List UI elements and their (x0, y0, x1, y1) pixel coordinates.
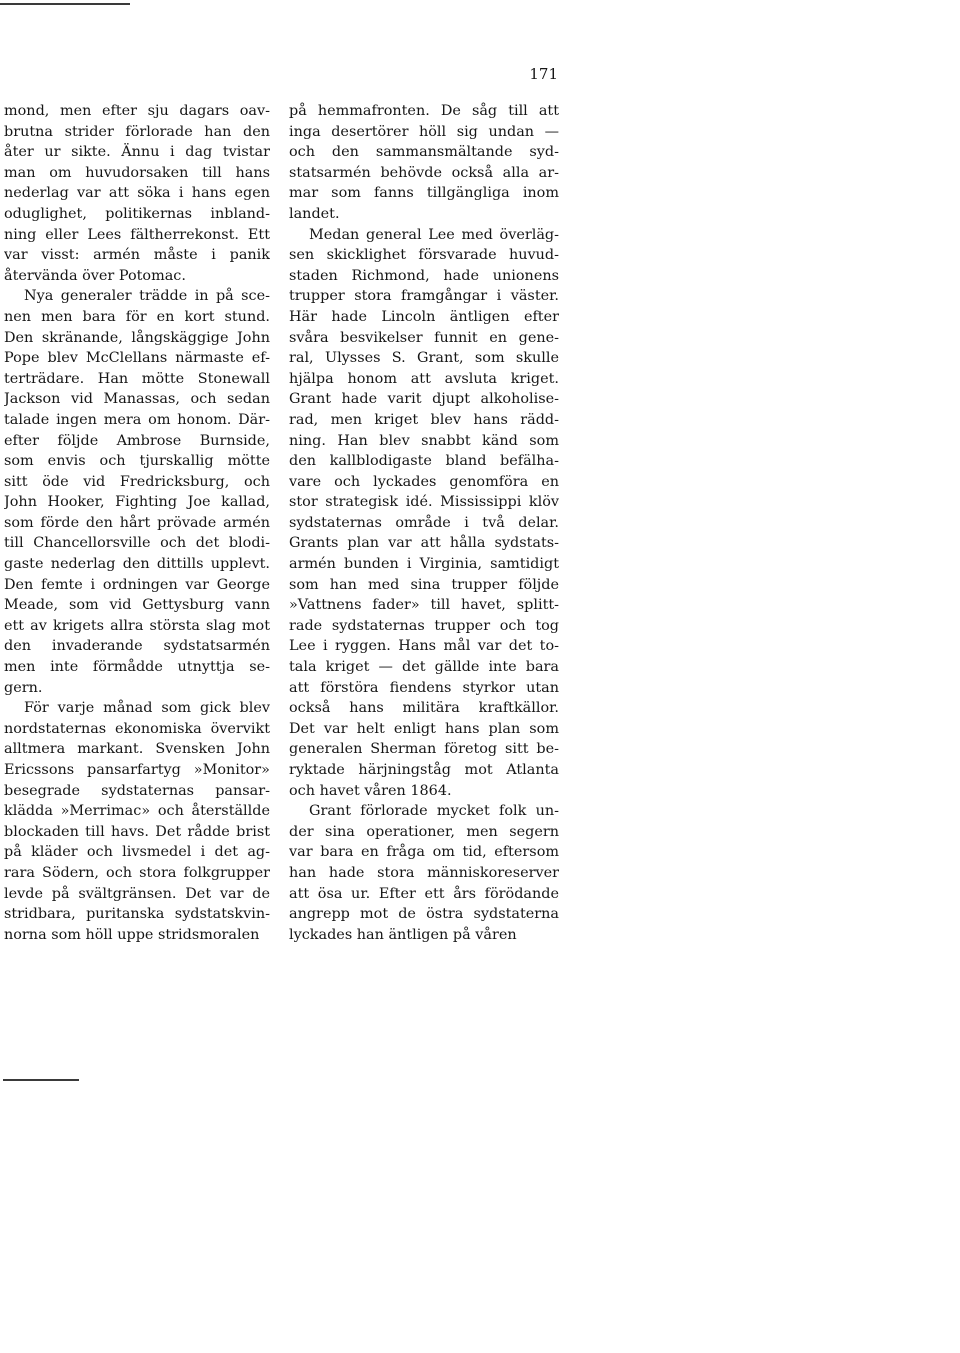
text-line: statsarmén behövde också alla ar- (289, 164, 559, 181)
text-line: Jackson vid Manassas, och sedan (4, 391, 270, 408)
text-line: vare och lyckades genomföra en (289, 473, 559, 490)
text-line: generalen Sherman företog sitt be- (289, 741, 559, 758)
text-line: Grant hade varit djupt alkoholise- (289, 391, 559, 408)
text-line: klädda »Merrimac» och återställde (4, 803, 270, 820)
page-number: 171 (529, 65, 558, 83)
text-line: och den sammansmältande syd- (289, 144, 559, 161)
text-line: armén bunden i Virginia, samtidigt (289, 556, 559, 573)
text-line: lyckades han äntligen på våren (289, 926, 517, 943)
text-line: på kläder och livsmedel i det ag- (4, 844, 270, 861)
text-line: blockaden till havs. Det rådde brist (4, 823, 270, 840)
text-line: nordstaternas ekonomiska övervikt (4, 720, 270, 737)
text-line: var bara en fråga om tid, eftersom (289, 844, 559, 861)
text-line: ning. Han blev snabbt känd som (289, 432, 559, 449)
left-text-column (4, 101, 270, 945)
text-line: som förde den hårt prövade armén (4, 514, 270, 531)
text-line: ral, Ulysses S. Grant, som skulle (289, 350, 559, 367)
text-line: var visst: armén måste i panik (4, 247, 270, 264)
text-line: gern. (4, 679, 43, 696)
text-line: trupper stora framgångar i väster. (289, 288, 559, 305)
text-line: rade sydstaternas trupper och tog (289, 617, 559, 634)
text-line: den invaderande sydstatsarmén (4, 638, 270, 655)
text-line: och havet våren 1864. (289, 782, 452, 799)
text-line: men inte förmådde utnyttja se- (4, 659, 270, 676)
text-line: rara Södern, och stora folkgrupper (4, 864, 270, 881)
text-line: sen skicklighet försvarade huvud- (289, 247, 559, 264)
text-line: Lee i ryggen. Hans mål var det to- (289, 638, 559, 655)
text-line: nederlag var att söka i hans egen (4, 185, 270, 202)
text-line: gaste nederlag den dittills upplevt. (4, 556, 270, 573)
text-line: landet. (289, 205, 340, 222)
text-line: Pope blev McClellans närmaste ef- (4, 350, 270, 367)
text-line: återvända över Potomac. (4, 267, 186, 284)
text-line: Medan general Lee med överläg- (309, 226, 559, 243)
text-line: nen men bara för en kort stund. (4, 308, 270, 325)
text-line: Ericssons pansarfartyg »Monitor» (4, 762, 270, 778)
right-text-column (289, 101, 559, 945)
text-line: alltmera markant. Svensken John (4, 741, 270, 758)
text-line: han hade stora människoreserver (289, 864, 559, 881)
text-line: John Hooker, Fighting Joe kallad, (4, 494, 270, 511)
text-line: svåra besvikelser funnit en gene- (289, 329, 559, 346)
text-line: oduglighet, politikernas inbland- (4, 205, 270, 222)
text-line: talade ingen mera om honom. Där- (4, 411, 270, 428)
text-line: till Chancellorsville och det blodi- (4, 535, 270, 552)
text-line: Det var helt enligt hans plan som (289, 720, 559, 737)
text-line: Grants plan var att hålla sydstats- (289, 535, 559, 552)
text-line: efter följde Ambrose Burnside, (4, 432, 270, 449)
text-line: sitt öde vid Fredricksburg, och (4, 473, 270, 490)
text-line: att ösa ur. Efter ett års förödande (289, 885, 559, 902)
text-line: stor strategisk idé. Mississippi klöv (289, 494, 559, 511)
text-line: norna som höll uppe stridsmoralen (4, 926, 260, 943)
text-line: Grant förlorade mycket folk un- (309, 803, 559, 820)
text-line: som han med sina trupper följde (289, 576, 559, 593)
text-line: terträdare. Han mötte Stonewall (4, 370, 270, 387)
text-line: »Vattnens fader» till havet, splitt- (289, 597, 559, 614)
text-line: Den femte i ordningen var George (4, 576, 270, 593)
text-line: den kallblodigaste bland befälha- (289, 453, 559, 470)
text-line: staden Richmond, hade unionens (289, 267, 559, 284)
text-line: att förstöra fiendens styrkor utan (289, 679, 559, 696)
text-line: också hans militära kraftkällor. (289, 700, 559, 717)
text-line: på hemmafronten. De såg till att (289, 103, 559, 119)
footer-rule (3, 1079, 79, 1081)
text-line: rad, men kriget blev hans rädd- (289, 411, 559, 428)
text-line: Nya generaler trädde in på sce- (24, 288, 270, 305)
text-line: hjälpa honom att avsluta kriget. (289, 370, 559, 387)
text-line: stridbara, puritanska sydstatskvin- (4, 906, 270, 923)
text-line: ett av krigets allra största slag mot (4, 617, 270, 634)
text-line: mar som fanns tillgängliga inom (289, 185, 559, 202)
text-line: ryktade härjningståg mot Atlanta (289, 762, 559, 778)
text-line: man om huvudorsaken till hans (4, 164, 270, 181)
text-line: För varje månad som gick blev (24, 700, 270, 717)
text-line: mond, men efter sju dagars oav- (4, 103, 270, 119)
text-line: ning eller Lees fältherrekonst. Ett (4, 226, 270, 243)
top-rule (0, 3, 130, 5)
text-line: tala kriget — det gällde inte bara (289, 659, 559, 676)
text-line: som envis och tjurskallig mötte (4, 453, 270, 470)
text-line: Meade, som vid Gettysburg vann (4, 597, 270, 614)
text-line: Här hade Lincoln äntligen efter (289, 308, 559, 325)
text-line: levde på svältgränsen. Det var de (4, 885, 270, 902)
text-line: der sina operationer, men segern (289, 823, 559, 840)
text-line: brutna strider förlorade han den (4, 123, 270, 140)
text-line: besegrade sydstaternas pansar- (4, 782, 270, 799)
text-line: inga desertörer höll sig undan — (289, 123, 559, 140)
text-line: angrepp mot de östra sydstaterna (289, 906, 559, 923)
text-line: sydstaternas område i två delar. (289, 514, 559, 531)
text-line: åter ur sikte. Ännu i dag tvistar (4, 144, 270, 161)
text-line: Den skränande, långskäggige John (4, 329, 270, 346)
